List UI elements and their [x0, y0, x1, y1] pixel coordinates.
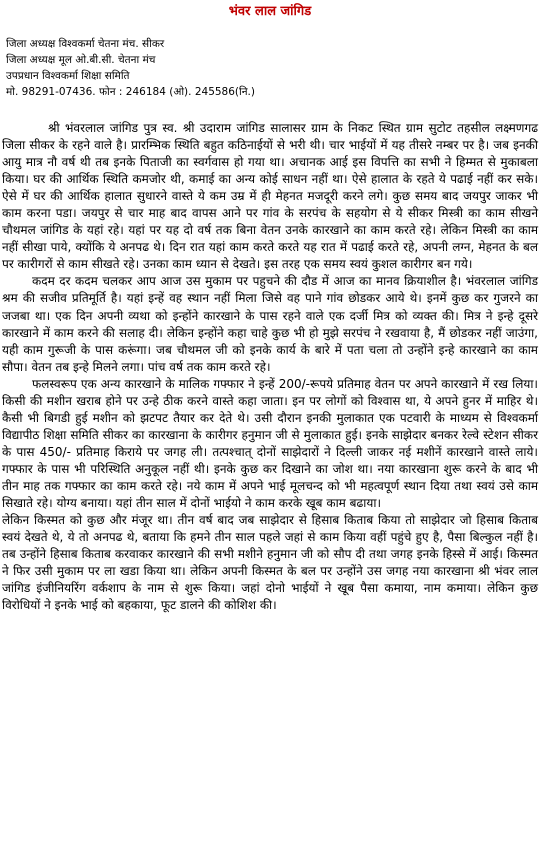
article-paragraph: श्री भंवरलाल जांगिड पुत्र स्व. श्री उदाराम जांगिड सालासर ग्राम के निकट स्थित ग्राम सुटोट तहसील लक्ष्मणगढ जिला सीकर के रहने वाले है। प्रारम्भिक स्थिति बहुत कठिनाईयों से भरी थी। चार भाईयों में यह तीसरे नम्बर पर है। जब इनकी आयु मात्र नौ वर्ष थी तब इनके पिताजी का स्वर्गवास हो गया था। अचानक आई इस विपत्ति का सभी ने हिम्मत से मुकाबला किया। घर की आर्थिक स्थिति कमजोर थी, कमाई का अन्य कोई साधन नहीं था। ऐसे हालात के रहते ये पढाई नहीं कर सके। ऐसे में घर की आर्थिक हालात सुधारने वास्ते ये कम उम्र में ही मेहनत मजदूरी करने लगे। कुछ समय बाद जयपुर जाकर भी काम करना पडा। जयपुर से चार माह बाद वापस आने पर गांव के सरपंच के सहयोग से ये सीकर मिस्त्री का काम सीखने चौथमल जांगिड के यहां रहे। यहां पर यह दो वर्ष तक बिना वेतन उनके कारखाने का काम करते रहे। लेकिन मिस्त्री का काम नहीं सीखा पाये, क्योंकि ये अनपढ थे। दिन रात यहां काम करते करते यह रात में पढाई करते रहे, अपनी लग्न, मेहनत के बल पर कारीगरों से काम सीखते रहे। उनका काम ध्यान से देखते। इस तरह एक समय स्वयं कुशल कारीगर बन गये। — [2, 121, 538, 272]
author-designation-line: उपप्रधान विश्वकर्मा शिक्षा समिति — [6, 70, 130, 82]
article-body — [2, 120, 538, 614]
article-paragraph: कदम दर कदम चलकर आप आज उस मुकाम पर पहुचने की दौड में आज का मानव क्रियाशील है। भंवरलाल जांगिड श्रम की सजीव प्रतिमूर्ति है। यहां इन्हें वह स्थान नहीं मिला जिसे वह पाने गांव छोडकर आये थे। इनमें कुछ कर गुजरने का जजबा था। एक दिन अपनी व्यथा को इन्होंने कारखाने के पास रहने वाले एक दर्जी मित्र को व्यक्त की। मित्र ने इन्हे दूसरे कारखाने में काम करने की सलाह दी। लेकिन इन्होंने कहा चाहे कुछ भी हो मुझे सरपंच ने रखवाया है, मैं छोडकर नहीं जाउंगा, यही काम गुरूजी के पास करूंगा। जब चौथमल जी को इनके कार्य के बारे में पता चला तो उन्होंने इन्हे कारखाने का काम सौपा। वेतन तब इन्हे मिलने लगा। पांच वर्ष तक काम करते रहे। — [2, 274, 538, 374]
page-title: भंवर लाल जांगिड — [228, 4, 312, 19]
author-info-block — [6, 36, 536, 100]
author-designation-line: जिला अध्यक्ष मूल ओ.बी.सी. चेतना मंच — [6, 54, 156, 66]
article-paragraph: लेकिन किस्मत को कुछ और मंजूर था। तीन वर्ष बाद जब साझेदार से हिसाब किताब किया तो साझेदार जो हिसाब किताब स्वयं देखते थे, ये तो अनपढ थे, बताया कि हमने तीन साल पहले जहां से काम किया वहीं पहुंचे हुए है, पैसा बिल्कुल नहीं है। तब उन्होंने हिसाब किताब करवाकर कारखाने की सभी मशीने हनुमान जी को सौप दी तथा जगह इनके हिस्से में आई। किस्मत ने फिर उसी मुकाम पर ला खडा किया था। लेकिन अपनी किस्मत के बल पर उन्होंने उस जगह नया कारखाना श्री भंवर लाल जांगिड इंजीनियरिंग वर्कशाप के नाम से शुरू किया। जहां दोनो भाईयों ने खूब पैसा कमाया, नाम कमाया। लेकिन कुछ विरोधियों ने इनके भाई को बहकाया, फूट डालने की कोशिश की। — [2, 513, 538, 613]
author-contact-line: मो. 98291-07436. फोन : 246184 (ओ). 245586(नि.) — [6, 86, 255, 98]
author-designation-line: जिला अध्यक्ष विश्वकर्मा चेतना मंच. सीकर — [6, 38, 165, 50]
article-paragraph: फलस्वरूप एक अन्य कारखाने के मालिक गफ्फार ने इन्हें 200/-रूपये प्रतिमाह वेतन पर अपने कारखाने में रख लिया। किसी की मशीन खराब होने पर उन्हे ठीक करने वास्ते कहा जाता। इन पर लोगों को विश्वास था, ये अपने हुनर में माहिर थे। कैसी भी बिगडी हुई मशीन को झटपट तैयार कर देते थे। उसी दौरान इनकी मुलाकात एक पटवारी के माध्यम से विश्वकर्मा विद्यापीठ शिक्षा समिति सीकर का कारखाना के कारीगर हनुमान जी से मुलाकात हुई। इनके साझेदार बनकर रेल्वे स्टेशन सीकर के पास 450/- प्रतिमाह किराये पर जगह ली। तत्पश्चात् दोनों साझेदारों ने दिल्ली जाकर नई मशीनें कारखाने वास्ते लाये। गफ्फार के पास भी परिस्थिति अनुकूल नहीं थी। इनके कुछ कर दिखाने का जोश था। नया कारखाना शुरू करने के बाद भी तीन माह तक गफ्फार का काम करते रहे। नये काम में अपने भाई मूलचन्द को भी महत्वपूर्ण स्थान दिया तथा स्वयं उसे काम सिखाते रहे। योग्य बनाया। यहां तीन साल में दोनों भाईयो ने काम करके खूब काम बढाया। — [2, 376, 538, 511]
